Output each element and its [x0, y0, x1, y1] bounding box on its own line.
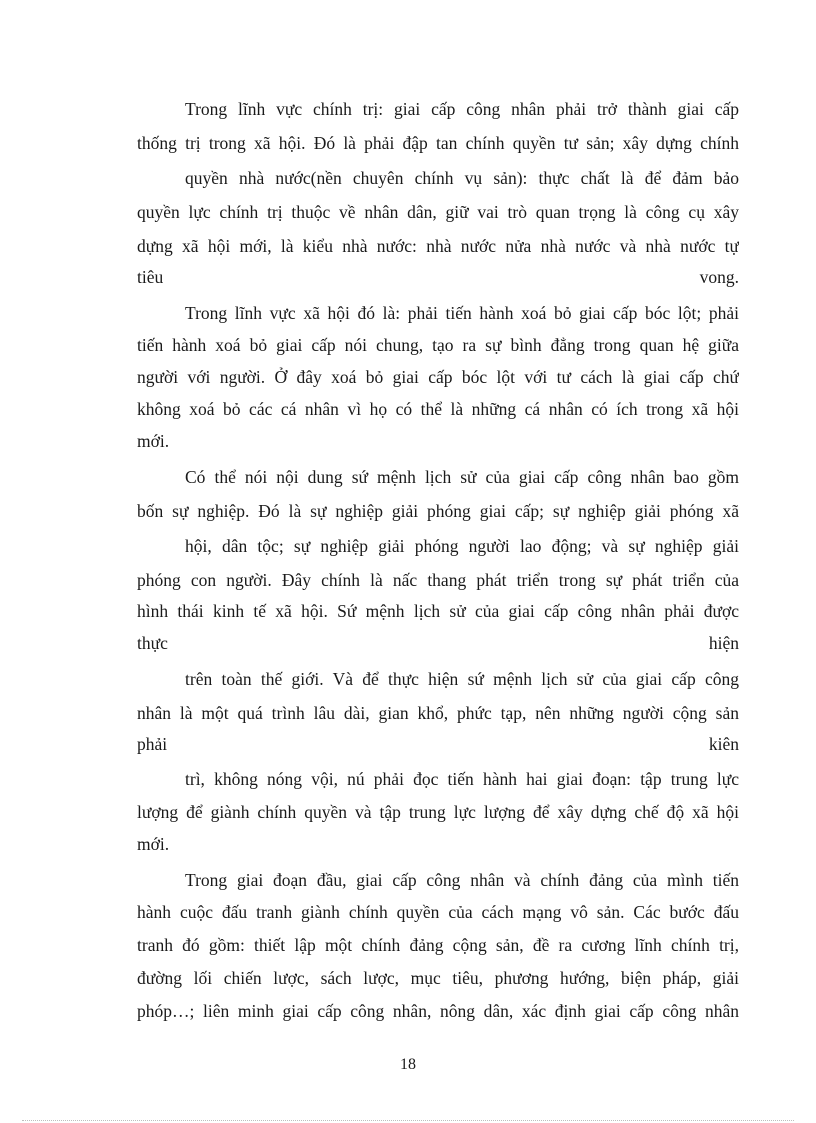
text-line: tiến hành xoá bỏ giai cấp nói chung, tạo ra sự bình đẳng trong quan hệ giữa [137, 335, 739, 355]
text-line: Trong giai đoạn đầu, giai cấp công nhân và chính đảng của mình tiến [185, 870, 739, 890]
text-line: đường lối chiến lược, sách lược, mục tiêu, phương hướng, biện pháp, giải [137, 968, 739, 988]
text-line: không xoá bỏ các cá nhân vì họ có thể là những cá nhân có ích trong xã hội [137, 399, 739, 419]
text-line: thống trị trong xã hội. Đó là phải đập tan chính quyền tư sản; xây dựng chính [137, 133, 739, 153]
text-line: quyền lực chính trị thuộc về nhân dân, giữ vai trò quan trọng là công cụ xây [137, 202, 739, 222]
text-line: người với người. Ở đây xoá bỏ giai cấp bóc lột với tư cách là giai cấp chứ [137, 367, 739, 387]
text-line: mới. [137, 834, 170, 854]
text-line: tranh đó gồm: thiết lập một chính đảng cộng sản, đề ra cương lĩnh chính trị, [137, 935, 739, 955]
text-line: tiêu vong. [137, 267, 739, 287]
text-line: hành cuộc đấu tranh giành chính quyền của cách mạng vô sản. Các bước đấu [137, 902, 739, 922]
text-line: Trong lĩnh vực xã hội đó là: phải tiến hành xoá bỏ giai cấp bóc lột; phải [185, 303, 739, 323]
text-line: phải kiên [137, 734, 739, 754]
text-line: trì, không nóng vội, nú phải đọc tiến hành hai giai đoạn: tập trung lực [185, 769, 739, 789]
text-line: bốn sự nghiệp. Đó là sự nghiệp giải phóng giai cấp; sự nghiệp giải phóng xã [137, 501, 739, 521]
text-line: Trong lĩnh vực chính trị: giai cấp công nhân phải trở thành giai cấp [185, 99, 739, 119]
text-line: mới. [137, 431, 170, 451]
text-line: trên toàn thế giới. Và để thực hiện sứ mệnh lịch sử của giai cấp công [185, 669, 739, 689]
text-line: nhân là một quá trình lâu dài, gian khổ, phức tạp, nên những người cộng sản [137, 703, 739, 723]
page-number: 18 [400, 1056, 416, 1073]
text-line: phóp…; liên minh giai cấp công nhân, nông dân, xác định giai cấp công nhân [137, 1001, 739, 1021]
page-bottom-divider [22, 1120, 794, 1121]
text-line: quyền nhà nước(nền chuyên chính vụ sản): thực chất là để đảm bảo [185, 168, 739, 188]
text-line: hội, dân tộc; sự nghiệp giải phóng người lao động; và sự nghiệp giải [185, 536, 739, 556]
text-line: Có thể nói nội dung sứ mệnh lịch sử của giai cấp công nhân bao gồm [185, 467, 739, 487]
text-line: hình thái kinh tế xã hội. Sứ mệnh lịch sử của giai cấp công nhân phải được [137, 601, 739, 621]
text-line: thực hiện [137, 633, 739, 653]
text-line: phóng con người. Đây chính là nấc thang phát triển trong sự phát triển của [137, 570, 739, 590]
text-line: dựng xã hội mới, là kiểu nhà nước: nhà nước nửa nhà nước và nhà nước tự [137, 236, 739, 256]
text-line: lượng để giành chính quyền và tập trung lực lượng để xây dựng chế độ xã hội [137, 802, 739, 822]
